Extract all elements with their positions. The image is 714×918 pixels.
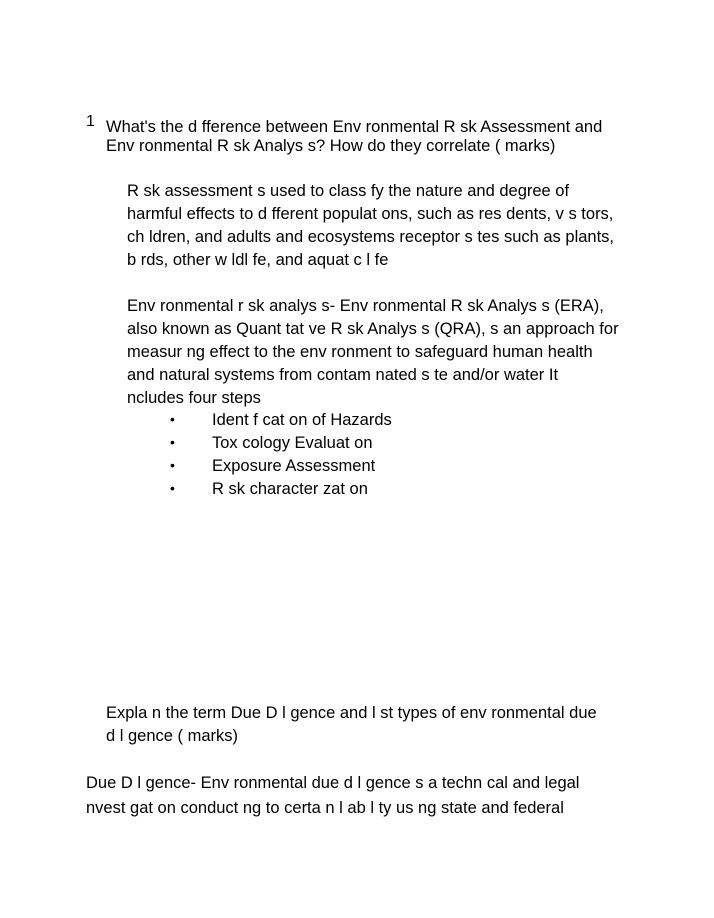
bullet-icon: • (170, 411, 175, 427)
question-2-line-2: d l gence ( marks) (106, 727, 239, 745)
answer-2-line-1: Due D l gence- Env ronmental due d l gence s a techn cal and legal (86, 774, 580, 792)
answer-1-para-2-line-5: ncludes four steps (127, 389, 261, 407)
answer-1-para-1-line-1: R sk assessment s used to class fy the nature and degree of (127, 182, 570, 200)
step-item: Exposure Assessment (212, 457, 376, 475)
step-item: Ident f cat on of Hazards (212, 411, 392, 429)
answer-2-line-2: nvest gat on conduct ng to certa n l ab l ty us ng state and federal (86, 799, 564, 817)
question-1-line-2: Env ronmental R sk Analys s? How do they correlate ( marks) (106, 137, 556, 155)
answer-1-para-2-line-1: Env ronmental r sk analys s- Env ronmental R sk Analys s (ERA), (127, 297, 604, 315)
answer-1-para-1-line-3: ch ldren, and adults and ecosystems receptor s tes such as plants, (127, 228, 615, 246)
question-1-line-1: What's the d fference between Env ronmental R sk Assessment and (106, 118, 603, 136)
answer-1-para-1-line-2: harmful effects to d fferent populat ons, such as res dents, v s tors, (127, 205, 614, 223)
question-number: 1 (86, 113, 95, 130)
bullet-icon: • (170, 480, 175, 496)
bullet-icon: • (170, 457, 175, 473)
step-item: R sk character zat on (212, 480, 368, 498)
question-2-line-1: Expla n the term Due D l gence and l st types of env ronmental due (106, 704, 597, 722)
answer-1-para-2-line-4: and natural systems from contam nated s te and/or water It (127, 366, 559, 384)
answer-1-para-1-line-4: b rds, other w ldl fe, and aquat c l fe (127, 251, 389, 269)
step-item: Tox cology Evaluat on (212, 434, 373, 452)
bullet-icon: • (170, 434, 175, 450)
answer-1-para-2-line-2: also known as Quant tat ve R sk Analys s (QRA), s an approach for (127, 320, 619, 338)
answer-1-para-2-line-3: measur ng effect to the env ronment to safeguard human health (127, 343, 593, 361)
